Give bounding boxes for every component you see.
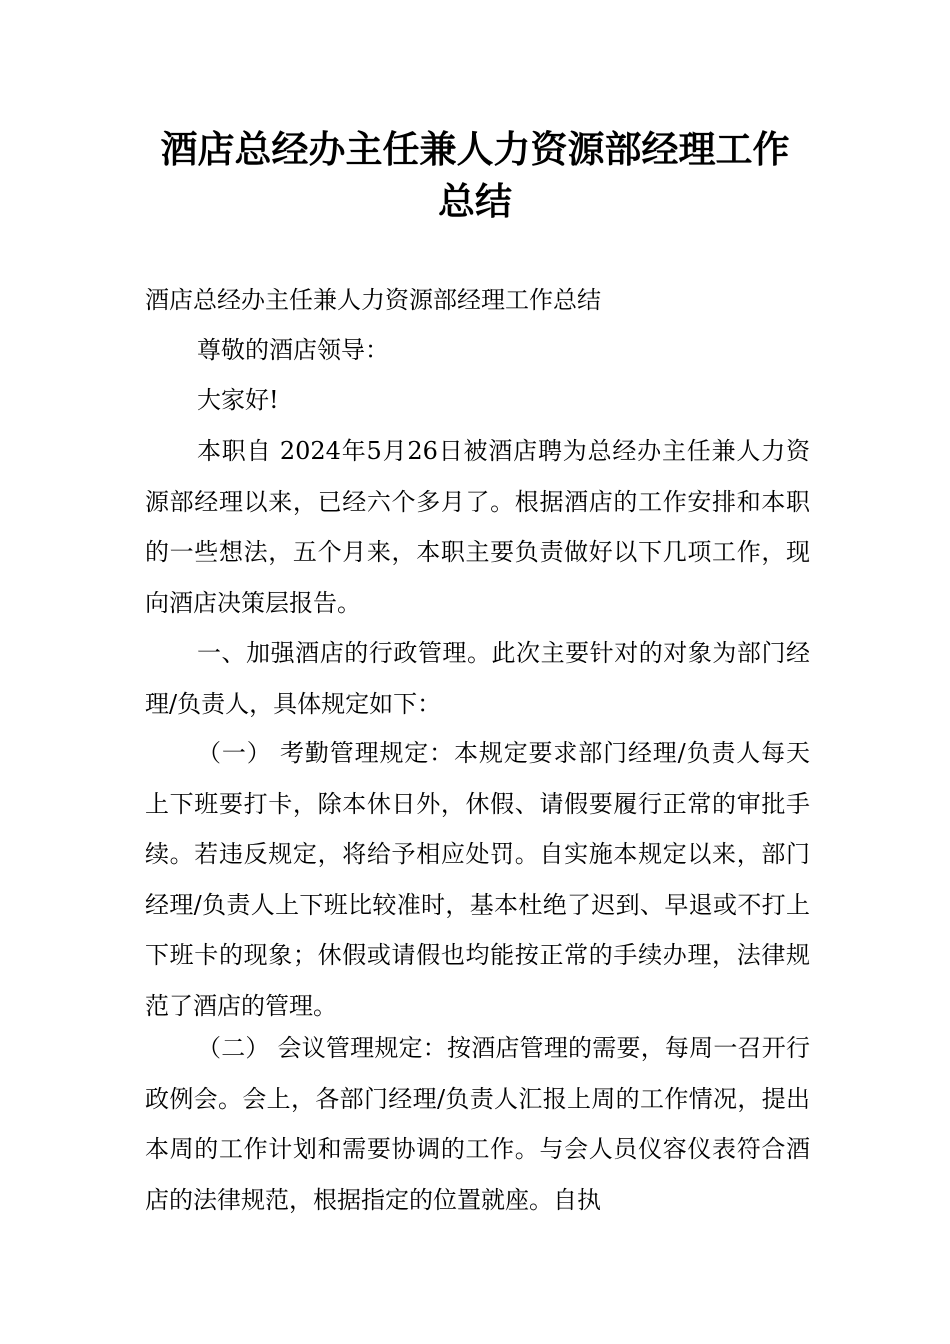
paragraph-section-1: 一、加强酒店的行政管理。此次主要针对的对象为部门经理/负责人，具体规定如下： — [145, 639, 810, 718]
paragraph-intro: 本职自 2024年5月26日被酒店聘为总经办主任兼人力资源部经理以来，已经六个多月了。根据酒店的工作安排和本职的一些想法，五个月来，本职主要负责做好以下几项工作，现向酒店决策层报告。 — [145, 437, 810, 617]
paragraph-meeting-rules: （二） 会议管理规定：按酒店管理的需要，每周一召开行政例会。会上，各部门经理/负责人汇报上周的工作情况，提出本周的工作计划和需要协调的工作。与会人员仪容仪表符合酒店的法律规范，根据指定的位置就座。自执 — [145, 1034, 810, 1214]
paragraph-attendance-rules: （一） 考勤管理规定：本规定要求部门经理/负责人每天上下班要打卡，除本休日外，休假、请假要履行正常的审批手续。若违反规定，将给予相应处罚。自实施本规定以来，部门经理/负责人上下班比较准时，基本杜绝了迟到、早退或不打上下班卡的现象；休假或请假也均能按正常的手续办理，法律规范了酒店的管理。 — [145, 739, 810, 1020]
document-title-line-1: 酒店总经办主任兼人力资源部经理工作 — [160, 128, 790, 171]
salutation: 尊敬的酒店领导： — [197, 336, 389, 364]
document-title-line-2: 总结 — [438, 180, 512, 223]
greeting: 大家好! — [197, 386, 279, 414]
document-subtitle: 酒店总经办主任兼人力资源部经理工作总结 — [145, 286, 601, 314]
